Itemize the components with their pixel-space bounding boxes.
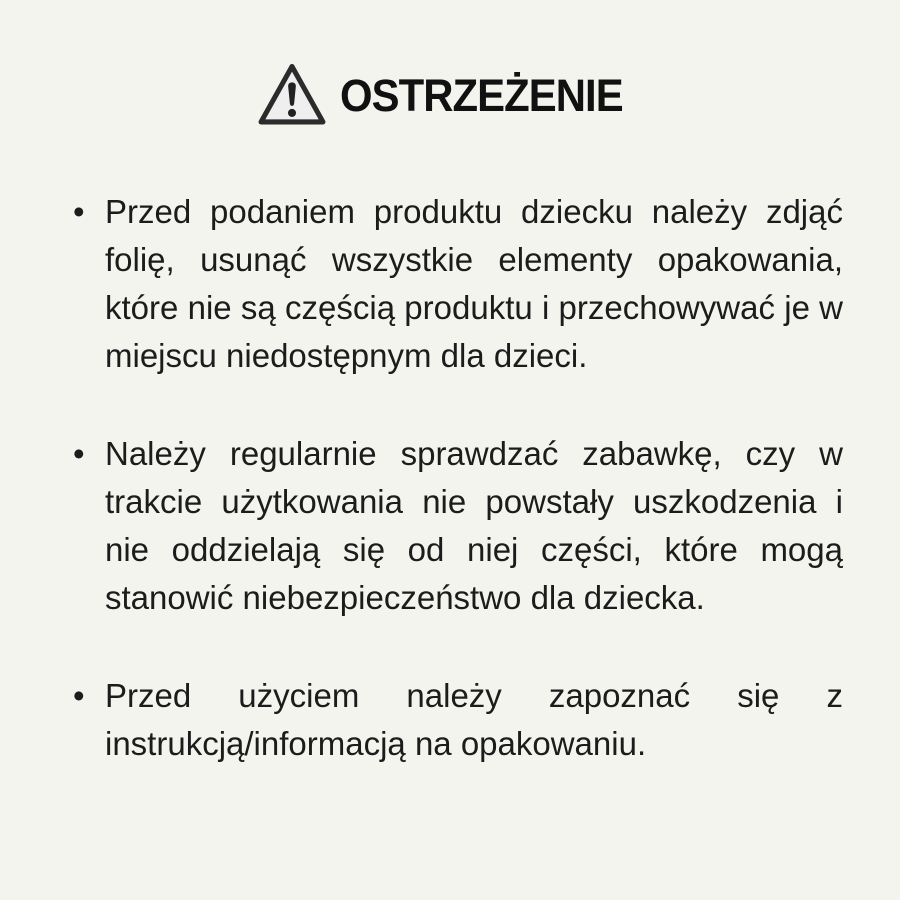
warning-list [0, 188, 900, 768]
warning-header [0, 60, 900, 132]
warning-item: • Przed użyciem należy zapoznać się z instrukcją/informacją na opakowaniu. [105, 672, 843, 768]
page-title: OSTRZEŻENIE [339, 70, 623, 121]
warning-item: • Przed podaniem produktu dziecku należy zdjąć folię, usunąć wszystkie elementy opakowania, które nie są częścią produktu i przechowywać je w miejscu niedostępnym dla dzieci. [105, 188, 843, 380]
warning-item: • Należy regularnie sprawdzać zabawkę, czy w trakcie użytkowania nie powstały uszkodzenia i nie oddzielają się od niej części, które mogą stanowić niebezpieczeństwo dla dziecka. [105, 430, 843, 622]
warning-triangle-icon [256, 60, 328, 132]
